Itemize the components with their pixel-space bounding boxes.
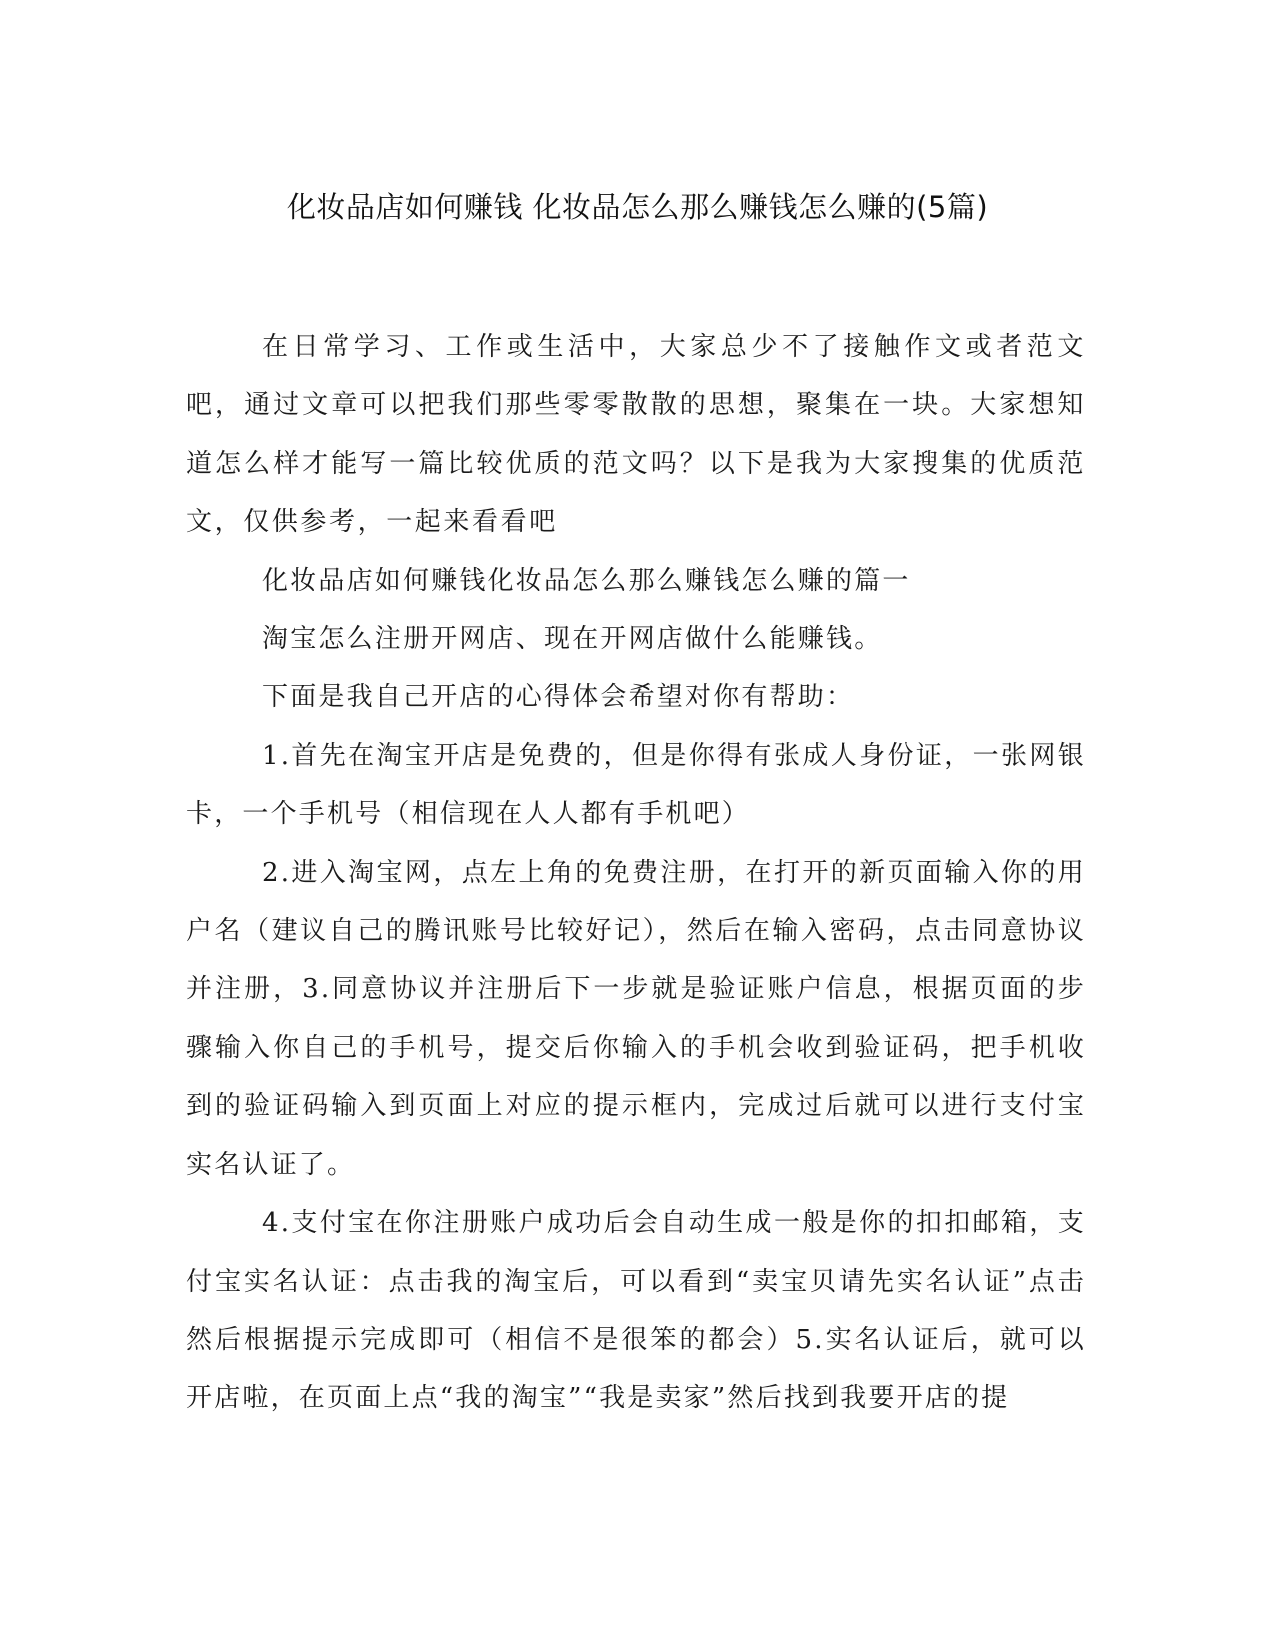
intro-paragraph: 在日常学习、工作或生活中，大家总少不了接触作文或者范文吧，通过文章可以把我们那些零零散散的思想，聚集在一块。大家想知道怎么样才能写一篇比较优质的范文吗？以下是我为大家搜集的优质范文，仅供参考，一起来看看吧 [186,332,1086,538]
step-4-5-paragraph: 4.支付宝在你注册账户成功后会自动生成一般是你的扣扣邮箱，支付宝实名认证：点击我的淘宝后，可以看到“卖宝贝请先实名认证”点击然后根据提示完成即可（相信不是很笨的都会）5.实名认证后，就可以开店啦，在页面上点“我的淘宝”“我是卖家”然后找到我要开店的提 [186,1208,1086,1414]
step-2-3-paragraph: 2.进入淘宝网，点左上角的免费注册，在打开的新页面输入你的用户名（建议自己的腾讯账号比较好记），然后在输入密码，点击同意协议并注册，3.同意协议并注册后下一步就是验证账户信息，根据页面的步骤输入你自己的手机号，提交后你输入的手机会收到验证码，把手机收到的验证码输入到页面上对应的提示框内，完成过后就可以进行支付宝实名认证了。 [186,857,1086,1180]
section-heading-paragraph: 化妆品店如何赚钱化妆品怎么那么赚钱怎么赚的篇一 [262,565,911,596]
step-1-paragraph: 1.首先在淘宝开店是免费的，但是你得有张成人身份证，一张网银卡，一个手机号（相信现在人人都有手机吧） [186,740,1086,830]
document-body [186,318,1086,1428]
document-title: 化妆品店如何赚钱 化妆品怎么那么赚钱怎么赚的(5篇) [286,190,989,224]
experience-intro-paragraph: 下面是我自己开店的心得体会希望对你有帮助： [262,682,855,713]
topic-paragraph: 淘宝怎么注册开网店、现在开网店做什么能赚钱。 [262,624,883,655]
